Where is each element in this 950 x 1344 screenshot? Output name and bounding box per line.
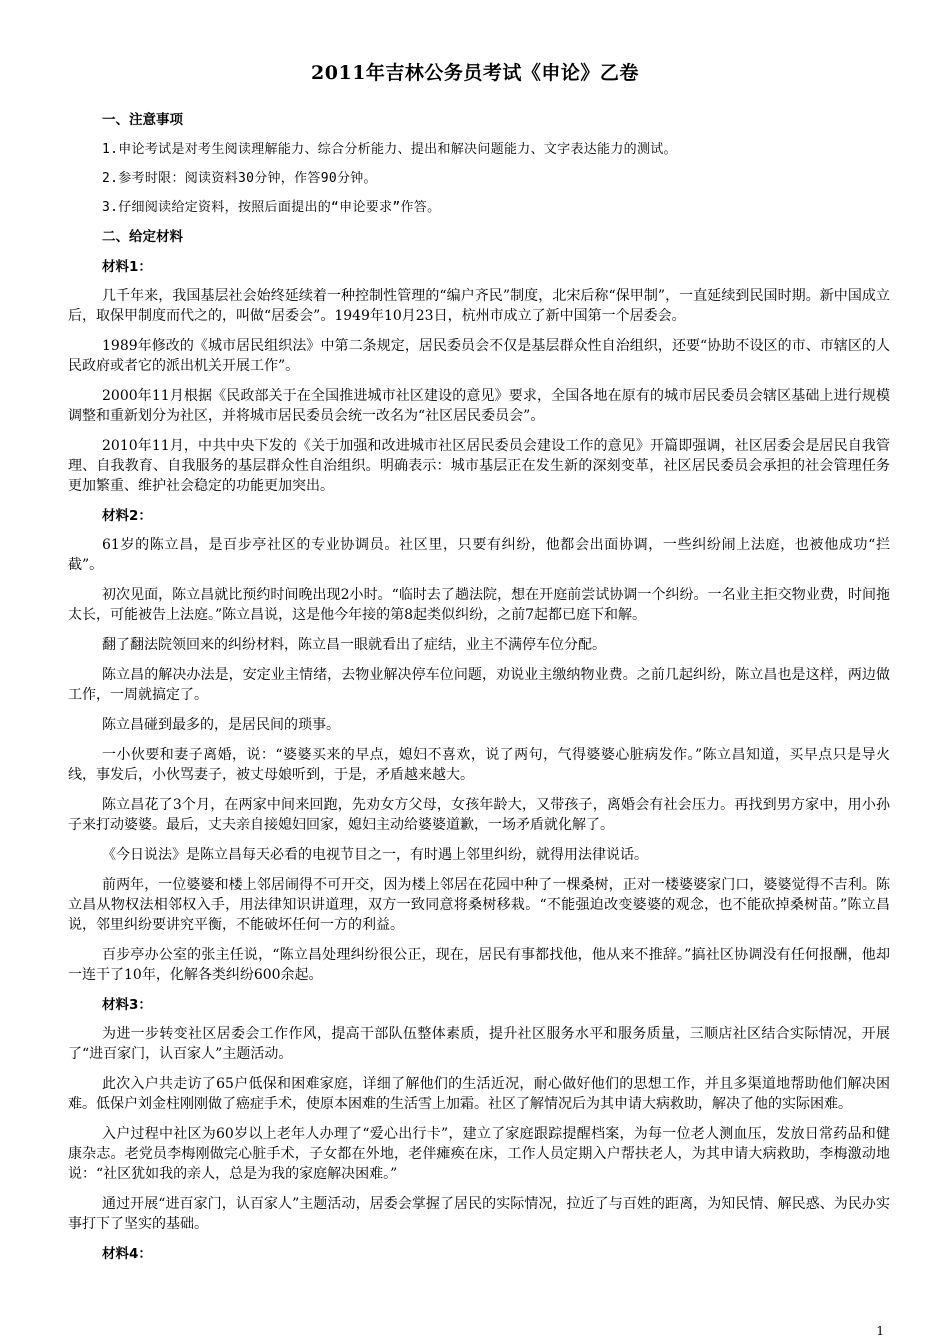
paragraph: 初次见面，陈立昌就比预约时间晚出现2小时。“临时去了趟法院，想在开庭前尝试协调一个纠纷。一名业主拒交物业费，时间拖太长，可能被告上法庭。”陈立昌说，这是他今年接的第8起类似纠纷，之前7起都已庭下和解。 (68, 587, 890, 623)
paragraph: 百步亭办公室的张主任说，“陈立昌处理纠纷很公正，现在，居民有事都找他，他从来不推辞。”搞社区协调没有任何报酬，他却一连干了10年，化解各类纠纷600余起。 (68, 947, 890, 983)
paragraph: 陈立昌的解决办法是，安定业主情绪，去物业解决停车位问题，劝说业主缴纳物业费。之前几起纠纷，陈立昌也是这样，两边做工作，一周就搞定了。 (68, 667, 890, 703)
paragraph: 通过开展“进百家门，认百家人”主题活动，居委会掌握了居民的实际情况，拉近了与百姓的距离，为知民情、解民惑、为民办实事打下了坚实的基础。 (68, 1196, 890, 1232)
paragraph: 几千年来，我国基层社会始终延续着一种控制性管理的“编户齐民”制度，北宋后称“保甲制”，一直延续到民国时期。新中国成立后，取保甲制度而代之的，叫做“居委会”。1949年10月23日，杭州市成立了新中国第一个居委会。 (68, 288, 890, 324)
paragraph: 61岁的陈立昌，是百步亭社区的专业协调员。社区里，只要有纠纷，他都会出面协调，一些纠纷闹上法庭，也被他成功“拦截”。 (68, 537, 890, 573)
section-heading-materials: 二、给定材料 (102, 229, 183, 245)
page-number: 1 (876, 1324, 884, 1338)
paragraph: 2010年11月，中共中央下发的《关于加强和改进城市社区居民委员会建设工作的意见》开篇即强调，社区居委会是居民自我管理、自我教育、自我服务的基层群众性自治组织。明确表示：城市基层正在发生新的深刻变革，社区居民委员会承担的社会管理任务更加繁重、维护社会稳定的功能更加突出。 (68, 438, 890, 494)
notice-item: 1.申论考试是对考生阅读理解能力、综合分析能力、提出和解决问题能力、文字表达能力的测试。 (102, 142, 677, 157)
paragraph: 为进一步转变社区居委会工作作风，提高干部队伍整体素质，提升社区服务水平和服务质量，三顺店社区结合实际情况，开展了“进百家门，认百家人”主题活动。 (68, 1026, 890, 1062)
paragraph: 2000年11月根据《民政部关于在全国推进城市社区建设的意见》要求，全国各地在原有的城市居民委员会辖区基础上进行规模调整和重新划分为社区，并将城市居民委员会统一改名为“社区居民委员会”。 (68, 388, 890, 424)
paragraph: 前两年，一位婆婆和楼上邻居闹得不可开交，因为楼上邻居在花园中种了一棵桑树，正对一楼婆婆家门口，婆婆觉得不吉利。陈立昌从物权法相邻权入手，用法律知识讲道理，双方一致同意将桑树移栽。“不能强迫改变婆婆的观念，也不能砍掉桑树苗。”陈立昌说，邻里纠纷要讲究平衡，不能破坏任何一方的利益。 (68, 877, 890, 933)
paragraph: 此次入户共走访了65户低保和困难家庭，详细了解他们的生活近况，耐心做好他们的思想工作，并且多渠道地帮助他们解决困难。低保户刘金柱刚刚做了癌症手术，使原本困难的生活雪上加霜。社区了解情况后为其申请大病救助，解决了他的实际困难。 (68, 1076, 890, 1112)
document-title: 2011年吉林公务员考试《申论》乙卷 (311, 62, 639, 84)
notice-item: 2.参考时限：阅读资料30分钟，作答90分钟。 (102, 171, 377, 186)
document-body (68, 110, 890, 1273)
paragraph: 1989年修改的《城市居民组织法》中第二条规定，居民委员会不仅是基层群众性自治组织，还要“协助不设区的市、市辖区的人民政府或者它的派出机关开展工作”。 (68, 338, 890, 374)
notice-item: 3.仔细阅读给定资料，按照后面提出的“申论要求”作答。 (102, 200, 441, 215)
paragraph: 陈立昌碰到最多的，是居民间的琐事。 (102, 717, 340, 733)
material-label-1: 材料1： (102, 259, 152, 275)
material-label-4: 材料4： (102, 1246, 152, 1262)
paragraph: 一小伙要和妻子离婚，说：“婆婆买来的早点，媳妇不喜欢，说了两句，气得婆婆心脏病发作。”陈立昌知道，买早点只是导火线，事发后，小伙骂妻子，被丈母娘听到，于是，矛盾越来越大。 (68, 747, 890, 783)
section-heading-notes: 一、注意事项 (102, 112, 183, 128)
paragraph: 翻了翻法院领回来的纠纷材料，陈立昌一眼就看出了症结，业主不满停车位分配。 (102, 637, 606, 653)
paragraph: 入户过程中社区为60岁以上老年人办理了“爱心出行卡”，建立了家庭跟踪提醒档案，为每一位老人测血压，发放日常药品和健康杂志。老党员李梅刚做完心脏手术，子女都在外地，老伴瘫痪在床，工作人员定期入户帮扶老人，为其申请大病救助，李梅激动地说：“社区犹如我的亲人，总是为我的家庭解决困难。” (68, 1126, 890, 1182)
paragraph: 《今日说法》是陈立昌每天必看的电视节目之一，有时遇上邻里纠纷，就得用法律说话。 (102, 847, 648, 863)
material-label-2: 材料2： (102, 508, 152, 524)
material-label-3: 材料3： (102, 997, 152, 1013)
paragraph: 陈立昌花了3个月，在两家中间来回跑，先劝女方父母，女孩年龄大，又带孩子，离婚会有社会压力。再找到男方家中，用小孙子来打动婆婆。最后，丈夫亲自接媳妇回家，媳妇主动给婆婆道歉，一场矛盾就化解了。 (68, 797, 890, 833)
